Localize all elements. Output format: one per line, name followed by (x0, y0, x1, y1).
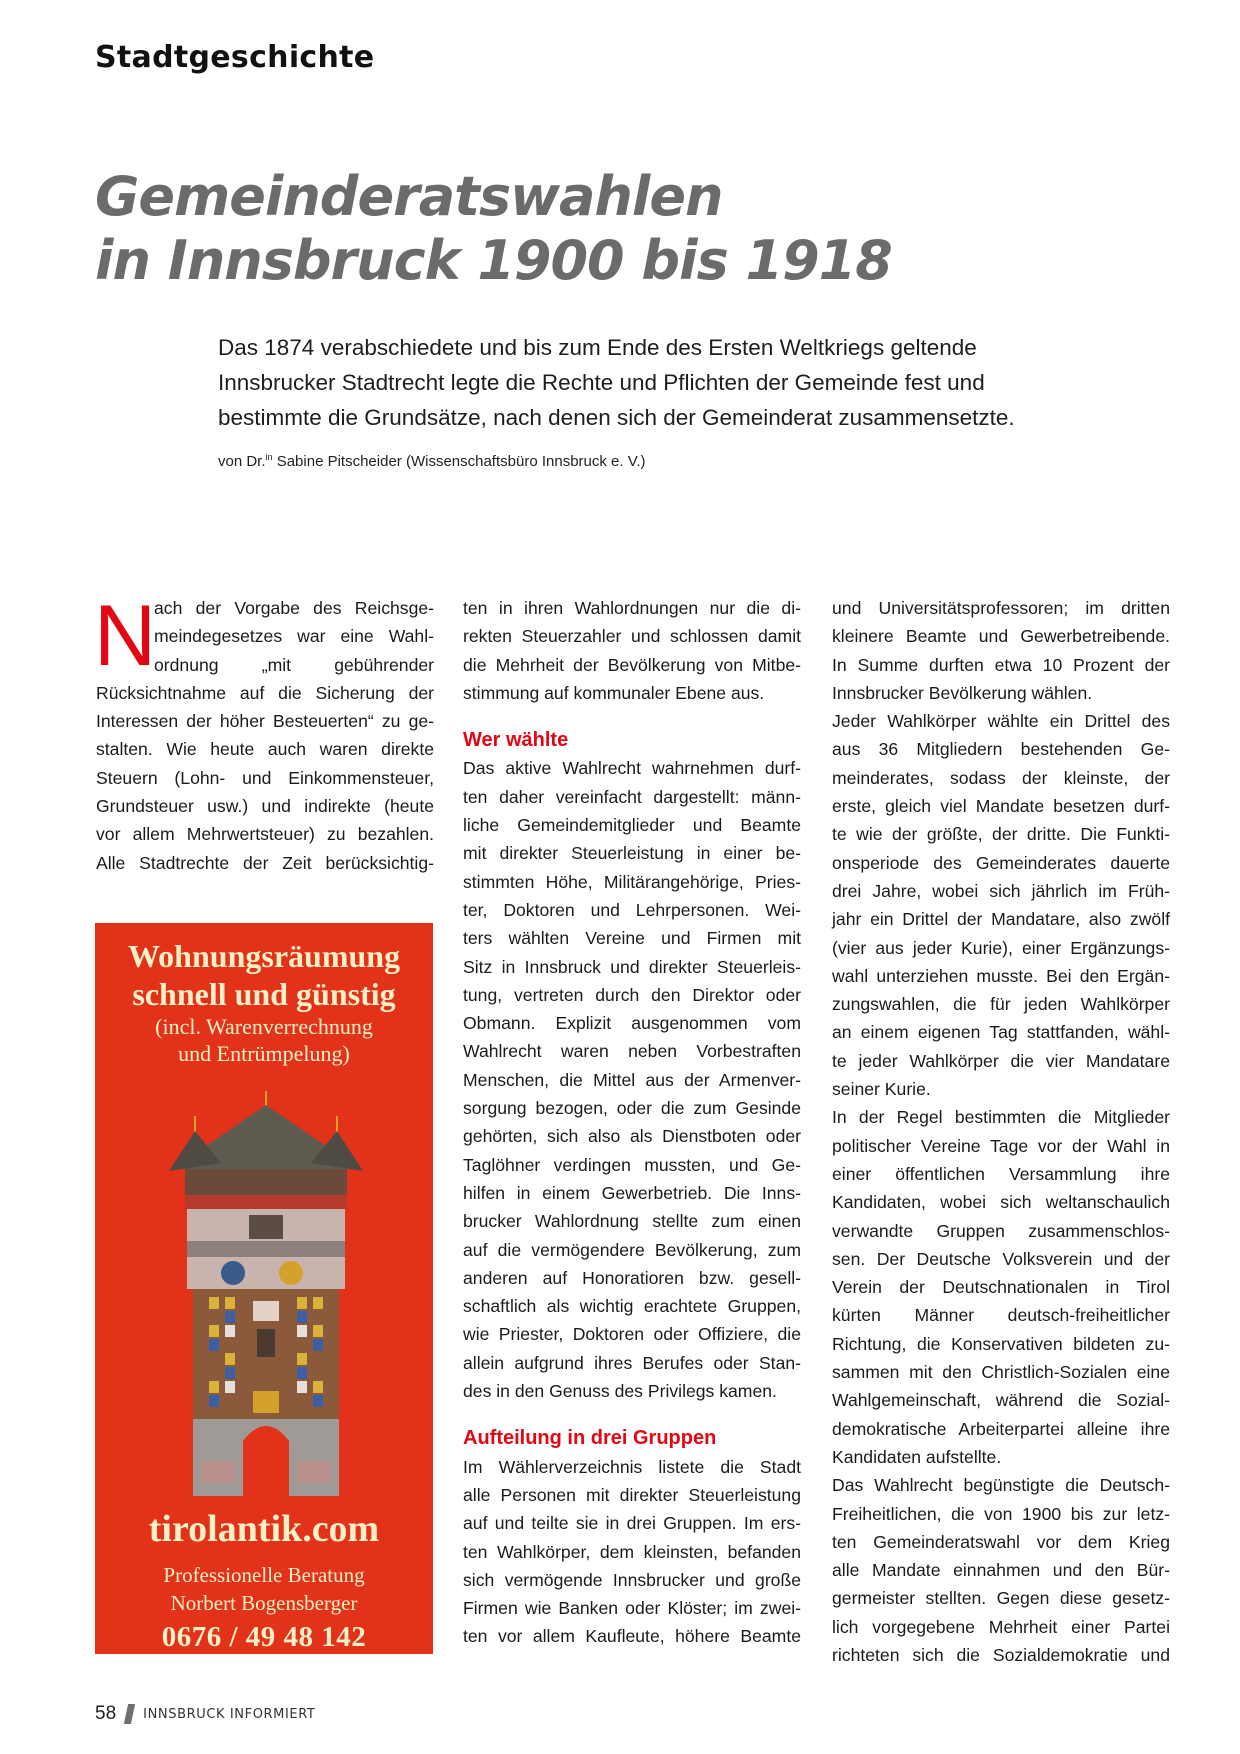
text-line: ters wählten Vereine und Firmen mit (463, 928, 801, 949)
ad-subline (95, 1013, 433, 1067)
ad-headline-1: Wohnungsräumung (127, 938, 401, 974)
text-line: aus 36 Mitgliedern bestehenden Ge- (832, 739, 1170, 760)
text-line: zungswahlen, die für jeden Wahlkörper (832, 994, 1170, 1015)
ad-website-link[interactable]: tirolantik.com (148, 1508, 380, 1550)
column-3 (832, 594, 1170, 1669)
ad-contact (95, 1561, 433, 1655)
text-line: ten Gemeinderatswahl vor dem Krieg (832, 1531, 1170, 1552)
text-line: te wie der größte, der dritte. Die Funkti- (832, 824, 1170, 845)
text-line: Kandidaten aufstellte. (832, 1446, 1002, 1467)
text-line: auf die vermögendere Bevölkerung, zum (463, 1239, 801, 1260)
text-line: die Mehrheit der Bevölkerung von Mitbe- (463, 654, 801, 675)
text-line: tung, vertreten durch den Direktor oder (463, 984, 801, 1005)
text-line: sorgung bezogen, oder die zum Gesinde (463, 1098, 801, 1119)
text-line: wahl unterziehen musste. Bei den Ergän- (832, 965, 1170, 986)
text-line: politischer Vereine Tage vor der Wahl in (832, 1135, 1170, 1156)
text-line: In der Regel bestimmten die Mitglieder (832, 1107, 1170, 1128)
text-line: brucker Wahlordnung stellte zum einen (463, 1211, 801, 1232)
text-line: meindegesetzes war eine Wahl- (154, 626, 434, 647)
article-title (95, 165, 892, 293)
section-label: Stadtgeschichte (95, 40, 375, 75)
text-line: schaftlich als wichtig erachtete Gruppen, (463, 1296, 801, 1317)
text-line: ten vor allem Kaufleute, höhere Beamte (463, 1626, 801, 1647)
text-line: verwandte Gruppen zusammenschlos- (832, 1220, 1170, 1241)
lead-line: Innsbrucker Stadtrecht legte die Rechte und Pflichten der Gemeinde fest und (218, 370, 985, 395)
text-line: Verein der Deutschnationalen in Tirol (832, 1277, 1170, 1298)
text-line: germeister stellten. Gegen diese gesetz- (832, 1588, 1170, 1609)
text-line: alle Mandate einnahmen und den Bür- (832, 1560, 1170, 1581)
byline-prefix: von Dr. (218, 453, 266, 470)
slash-divider-icon (124, 1704, 135, 1724)
text-line: In Summe durften etwa 10 Prozent der (832, 654, 1170, 675)
text-line: an einem eigenen Tag stattfanden, wähl- (832, 1022, 1170, 1043)
text-line: Steuern (Lohn- und Einkommensteuer, (96, 767, 434, 788)
ad-subline-2: und Entrümpelung) (178, 1041, 350, 1066)
text-line: vor allem Mehrwertsteuer) zu bezahlen. (96, 824, 434, 845)
text-line: des in den Genuss des Privilegs kamen. (463, 1381, 777, 1402)
text-line: Innsbrucker Bevölkerung wählen. (832, 682, 1093, 703)
ad-subline-1: (incl. Warenverrechnung (155, 1014, 373, 1039)
text-line: onsperiode des Gemeinderates dauerte (832, 852, 1170, 873)
text-line: alle Personen mit direkter Steuerleistung (463, 1484, 801, 1505)
ad-headline-2: schnell und günstig (132, 976, 396, 1012)
text-line: seiner Kurie. (832, 1079, 931, 1100)
text-line: jahr ein Drittel der Mandatare, also zwölf (832, 909, 1170, 930)
text-line: Richtung, die Konservativen bildeten zu- (832, 1333, 1170, 1354)
text-line: kürten Männer deutsch-freiheitlicher (832, 1305, 1170, 1326)
text-line: te jeder Wahlkörper die vier Mandatare (832, 1050, 1170, 1071)
text-line: stalten. Wie heute auch waren direkte (96, 739, 434, 760)
text-line: ach der Vorgabe des Reichsge- (154, 598, 434, 618)
lead-line: Das 1874 verabschiedete und bis zum Ende des Ersten Weltkriegs geltende (218, 335, 977, 360)
text-line: stimmten Höhe, Militärangehörige, Pries- (463, 871, 801, 892)
text-line: ter, Doktoren und Lehrpersonen. Wei- (463, 899, 801, 920)
text-line: Interessen der höher Besteuerten“ zu ge- (96, 711, 434, 732)
text-line: sich vermögende Innsbrucker und große (463, 1569, 801, 1590)
drop-cap: N (94, 588, 157, 684)
text-line: Menschen, die Mittel aus der Armenver- (463, 1069, 801, 1090)
text-line: Grundsteuer usw.) und indirekte (heute (96, 796, 434, 817)
text-line: Taglöhner verdingen mussten, und Ge- (463, 1154, 801, 1175)
advertisement[interactable] (95, 923, 433, 1654)
text-line: rekten Steuerzahler und schlossen damit (463, 626, 801, 647)
ad-phone[interactable]: 0676 / 49 48 142 (161, 1621, 367, 1653)
text-line: Im Wählerverzeichnis listete die Stadt (463, 1456, 801, 1477)
text-line: meinderates, sodass der kleinste, der (832, 767, 1170, 788)
text-line: Wahlrecht waren neben Vorbestraften (463, 1041, 801, 1062)
text-line: (vier aus jeder Kurie), einer Ergänzungs- (832, 937, 1170, 958)
page-footer (95, 1703, 315, 1725)
text-line: ten in ihren Wahlordnungen nur die di- (463, 598, 801, 618)
column-1 (94, 588, 434, 877)
byline (218, 452, 646, 470)
text-line: Freiheitlichen, die von 1900 bis zur letz- (832, 1503, 1170, 1524)
text-line: liche Gemeindemitglieder und Beamte (463, 815, 801, 836)
text-line: hilfen in einem Gewerbetrieb. Die Inns- (463, 1182, 801, 1203)
title-line-1: Gemeinderatswahlen (95, 165, 723, 228)
ad-line-1: Professionelle Beratung (163, 1563, 365, 1587)
ad-line-2: Norbert Bogensberger (170, 1591, 358, 1615)
text-line: lich vorgegebene Mehrheit einer Partei (832, 1616, 1170, 1637)
tower-illustration-icon (161, 1091, 371, 1496)
text-line: richteten sich die Sozialdemokratie und (832, 1644, 1170, 1665)
text-line: sen. Der Deutsche Volksverein und der (832, 1248, 1170, 1269)
text-line: kleinere Beamte und Gewerbetreibende. (832, 626, 1170, 647)
text-line: ten daher vereinfacht dargestellt: männ- (463, 786, 801, 807)
byline-sup: in (265, 452, 273, 462)
text-line: Jeder Wahlkörper wählte ein Drittel des (832, 711, 1170, 732)
text-line: Rücksichtnahme auf die Sicherung der (96, 682, 434, 703)
text-line: gehörten, sich also als Dienstboten oder (463, 1126, 801, 1147)
text-line: Das Wahlrecht begünstigte die Deutsch- (832, 1475, 1170, 1496)
text-line: drei Jahre, wobei sich jährlich im Früh- (832, 880, 1170, 901)
text-line: ordnung „mit gebührender (154, 654, 434, 675)
text-line: wie Priester, Doktoren oder Offiziere, die (463, 1324, 801, 1345)
subheading-wer-waehlte: Wer wählte (463, 729, 569, 752)
text-line: stimmung auf kommunaler Ebene aus. (463, 682, 765, 703)
text-line: ten Wahlkörper, dem kleinsten, befanden (463, 1541, 801, 1562)
byline-author: Sabine Pitscheider (Wissenschaftsbüro Innsbruck e. V.) (272, 453, 646, 470)
text-line: Alle Stadtrechte der Zeit berücksichtig- (96, 852, 434, 873)
text-line: anderen auf Honoratioren bzw. gesell- (463, 1267, 801, 1288)
ad-headline (95, 937, 433, 1013)
text-line: einer öffentlichen Versammlung ihre (832, 1163, 1170, 1184)
text-line: auf und teilte sie in drei Gruppen. Im ers- (463, 1513, 801, 1534)
text-line: Obmann. Explizit ausgenommen vom (463, 1013, 801, 1034)
publication-name: INNSBRUCK INFORMIERT (143, 1706, 316, 1722)
text-line: demokratische Arbeiterpartei alleine ihre (832, 1418, 1170, 1439)
text-line: sammen mit den Christlich-Sozialen eine (832, 1362, 1170, 1383)
text-line: und Universitätsprofessoren; im dritten (832, 598, 1170, 618)
title-line-2: in Innsbruck 1900 bis 1918 (95, 229, 892, 292)
page-number: 58 (95, 1703, 117, 1724)
text-line: Das aktive Wahlrecht wahrnehmen durf- (463, 758, 801, 779)
text-line: mit direkter Steuerleistung in einer be- (463, 843, 801, 864)
text-line: Firmen wie Banken oder Klöster; im zwei- (463, 1598, 801, 1619)
text-line: erste, gleich viel Mandate besetzen durf- (832, 796, 1170, 817)
lead-line: bestimmte die Grundsätze, nach denen sich der Gemeinderat zusammensetzte. (218, 405, 1015, 430)
text-line: allein aufgrund ihres Berufes oder Stan- (463, 1352, 801, 1373)
text-line: Wahlgemeinschaft, während die Sozial- (832, 1390, 1170, 1411)
subheading-aufteilung: Aufteilung in drei Gruppen (463, 1427, 717, 1450)
text-line: Kandidaten, wobei sich weltanschaulich (832, 1192, 1170, 1213)
text-line: Sitz in Innsbruck und direkter Steuerleis- (463, 956, 801, 977)
article-lead (218, 330, 1118, 435)
column-2 (463, 594, 801, 1651)
